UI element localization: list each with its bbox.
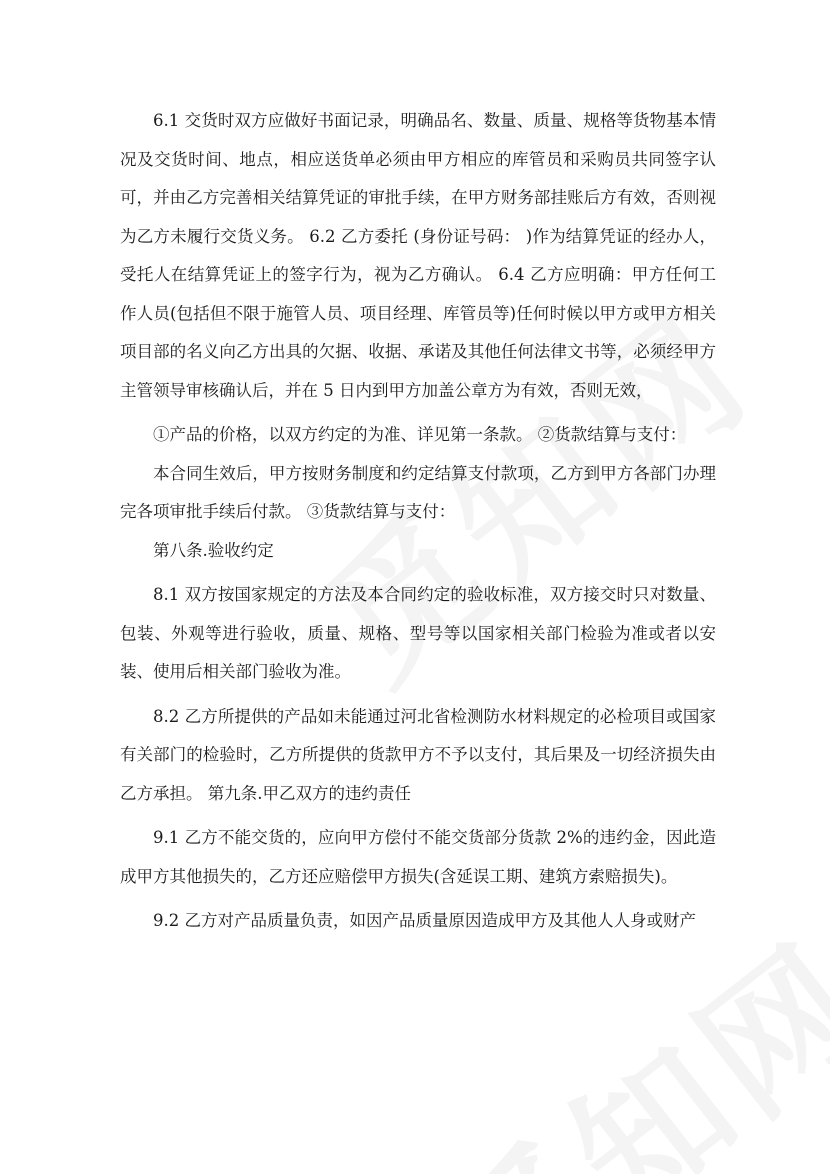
heading-article-8: 第八条.验收约定: [153, 540, 274, 560]
paragraph-9-2: 9.2 乙方对产品质量负责，如因产品质量原因造成甲方及其他人人身或财产: [153, 911, 696, 930]
paragraph-9-1: 9.1 乙方不能交货的，应向甲方偿付不能交货部分货款 2%的违约金，因此造成甲方其他损失的，乙方还应赔偿甲方损失(含延误工期、建筑方索赔损失)。: [120, 828, 716, 886]
paragraph-8-1: 8.1 双方按国家规定的方法及本合同约定的验收标准，双方接交时只对数量、包装、外观等进行验收，质量、规格、型号等以国家相关部门检验为准或者以安装、使用后相关部门验收为准。: [120, 585, 716, 681]
paragraph-payment: 本合同生效后，甲方按财务制度和约定结算支付款项，乙方到甲方各部门办理完各项审批手续后付款。 ③货款结算与支付：: [120, 463, 716, 521]
paragraph-delivery-terms: 6.1 交货时双方应做好书面记录，明确品名、数量、质量、规格等货物基本情况及交货时间、地点，相应送货单必须由甲方相应的库管员和采购员共同签字认可，并由乙方完善相关结算凭证的审批手续，在甲方财务部挂账后方有效，否则视为乙方未履行交货义务。 6.2 乙方委托 (身份证号码： )作为结算凭证的经办人，受托人在结算凭证上的签字行为，视为乙方确认。 6.4 乙方应明确：甲方任何工作人员(包括但不限于施管人员、项目经理、库管员等)任何时候以甲方或甲方相关项目部的名义向乙方出具的欠据、收据、承诺及其他任何法律文书等，必须经甲方主管领导审核确认后，并在 5 日内到甲方加盖公章方为有效，否则无效，: [120, 111, 716, 400]
document-body: [120, 102, 716, 941]
paragraph-8-2: 8.2 乙方所提供的产品如未能通过河北省检测防水材料规定的必检项目或国家有关部门的检验时，乙方所提供的货款甲方不予以支付，其后果及一切经济损失由乙方承担。 第九条.甲乙双方的违约责任: [120, 706, 716, 803]
paragraph-price: ①产品的价格，以双方约定的为准、详见第一条款。 ②货款结算与支付：: [153, 425, 687, 444]
